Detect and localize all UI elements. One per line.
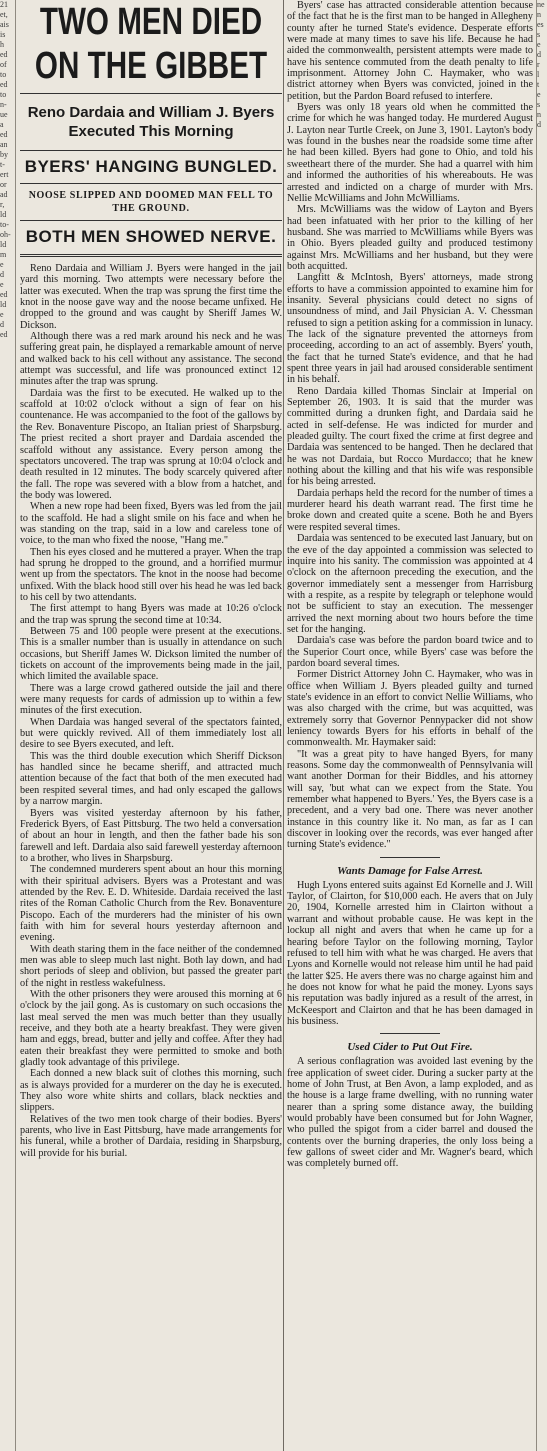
cider-fire-body — [287, 1056, 533, 1169]
margin-fragment: ed — [0, 290, 8, 299]
paragraph: When Dardaia was hanged several of the spectators fainted, but were quickly revived. All of them immediately lost all desire to see Byers executed, and left. — [20, 716, 282, 751]
paragraph: Relatives of the two men took charge of their bodies. Byers' parents, who live in East Pittsburg, have made arrangements for his funeral, while a brother of Dardaia, residing in Sharpsburg, will provide for his burial. — [20, 1113, 282, 1159]
paragraph: Reno Dardaia killed Thomas Sinclair at Imperial on September 26, 1903. It is said that the murder was committed during a drunken fight, and Dardaia said he acted in self-defense. He was indicted for murder and pleaded guilty. The court fixed the crime at first degree and Dardaia was sentenced to be hanged. Then he declared that he was not Dardaia, but Rocco Murdacco; that he knew nothing about the killing and that his wife was responsible for his being arrested. — [287, 385, 533, 488]
margin-fragment: ld — [0, 240, 7, 249]
margin-fragment: or — [0, 180, 7, 189]
right-column — [287, 0, 533, 1451]
headline-line-1: TWO MEN DIED — [39, 1, 263, 43]
margin-fragment: of — [0, 60, 7, 69]
deck-names: Reno Dardaia and William J. Byers Executed This Morning — [27, 104, 275, 140]
margin-fragment: a — [0, 120, 4, 129]
deck-noose-slipped: NOOSE SLIPPED AND DOOMED MAN FELL TO THE GROUND. — [28, 190, 274, 214]
deck-showed-nerve: BOTH MEN SHOWED NERVE. — [25, 227, 277, 246]
margin-fragment: to — [0, 70, 7, 79]
paragraph: Reno Dardaia and William J. Byers were hanged in the jail yard this morning. Two attempts were necessary before the latter was executed. When the trap was sprung the first time the knot in the noose gave way and the noose became unfixed. He dropped to the ground and was caught by Sheriff James W. Dickson. — [20, 263, 282, 331]
paragraph: There was a large crowd gathered outside the jail and there were many requests for cards of admission up to within a few minutes of the first execution. — [20, 682, 282, 717]
margin-fragment: ld — [0, 300, 7, 309]
margin-fragment: is — [0, 30, 6, 39]
margin-fragment: ue — [0, 110, 8, 119]
left-column — [20, 0, 282, 1451]
right-margin-clipped-column — [536, 0, 547, 1451]
paragraph: With death staring them in the face neither of the condemned men was able to sleep much last night. Both lay down, and had short periods of sleep and oblivion, but passed the greater part of the night in restless wakefulness. — [20, 943, 282, 989]
margin-fragment: 21 — [0, 0, 8, 9]
section-heading-false-arrest: Wants Damage for False Arrest. — [337, 864, 483, 877]
divider — [20, 254, 282, 257]
paragraph: Each donned a new black suit of clothes this morning, such as is always provided for a murderer on the day he is executed. They also wore white shirts and collars, black neckties and slippers. — [20, 1068, 282, 1114]
margin-fragment: e — [0, 280, 4, 289]
paragraph: Dardaia was sentenced to be executed last January, but on the eve of the day appointed a commission was selected to inquire into his sanity. The commission was appointed at 4 o'clock on the afternoon preceding the execution, and the governor immediately sent a messenger from Harrisburg with a respite, as a respite by telegraph or telephone would not be sufficient to stay an execution. The messenger arrived the next morning about two hours before the time set for the hanging. — [287, 533, 533, 635]
margin-fragment: by — [0, 150, 8, 159]
paragraph: Former District Attorney John C. Haymaker, who was in office when William J. Byers pleaded guilty and turned state's evidence in an effort to convict Nellie Williams, who was also charged with the crime, but was acquitted, was extremely sorry that Governor Pennypacker did not show leniency towards Byers for his efforts in behalf of the commonwealth. Mr. Haymaker said: — [287, 669, 533, 749]
margin-fragment: l — [537, 70, 540, 79]
margin-fragment: to — [0, 90, 7, 99]
margin-fragment: n — [537, 110, 541, 119]
margin-fragment: e — [0, 260, 4, 269]
margin-fragment: an — [0, 140, 8, 149]
divider — [20, 220, 282, 221]
margin-fragment: ad — [0, 190, 8, 199]
paragraph: The condemned murderers spent about an hour this morning with their spiritual advisers. Byers was a Protestant and was attended by the Rev. E. D. Whiteside. Dardaia received the last rites of the Roman Catholic Church from the Rev. Bonaventure Piscopo. Each of the murderers had the minister of his own faith with him for several hours yesterday afternoon and evening. — [20, 864, 282, 944]
paragraph: Dardaia was the first to be executed. He walked up to the scaffold at 10:02 o'clock without a sign of fear on his countenance. He was accompanied to the foot of the gallows by the Rev. Bonaventure Piscopo, an Italian priest of Sharpsburg. The priest recited a short prayer and Dardaia ascended the scaffold without any assistance. Every person among the spectators uncovered. The trap was sprung at 10:04 o'clock and death resulted in 12 minutes. The body scarcely quivered after the fall. The rope was severed with a blow from a hatchet, and the body was lowered. — [20, 387, 282, 501]
paragraph: A serious conflagration was avoided last evening by the free application of sweet cider. During a sucker party at the home of John Trust, at Ben Avon, a lamp exploded, and as the house is a large frame dwelling, with no running water nearer than a spring some distance away, the building would probably have been consumed but for John Wagner, who pulled the spigot from a cider barrel and doused the contents over the burning draperies, the only loss being a few gallons of sweet cider and Mr. Wagner's beard, which was completely burned off. — [287, 1056, 533, 1170]
divider — [20, 150, 282, 151]
headline-line-2: ON THE GIBBET — [34, 45, 268, 87]
paragraph: Mrs. McWilliams was the widow of Layton and Byers had been infatuated with her prior to the killing of her husband. She was married to McWilliams while Byers was in Ohio. Byers pleaded guilty and produced testimony against Mrs. McWilliams and her husband, but they were both acquitted. — [287, 204, 533, 272]
paragraph: When a new rope had been fixed, Byers was led from the jail to the scaffold. He had a slight smile on his face and when he was standing on the trap, said in a low and careless tone of voice, to the man who fixed the noose, "Hang me." — [20, 501, 282, 547]
false-arrest-body — [287, 880, 533, 1027]
margin-fragment: et, — [0, 10, 8, 19]
margin-fragment: r, — [0, 200, 5, 209]
divider — [380, 857, 440, 858]
margin-fragment: d — [537, 120, 541, 129]
divider — [20, 93, 282, 94]
article-body-left — [20, 263, 282, 1159]
divider — [380, 1033, 440, 1034]
paragraph: This was the third double execution which Sheriff Dickson has handled since he became sheriff, and attracted much attention because of the fact that both of the men executed had been respited several times, and had only escaped the gallows by a narrow margin. — [20, 750, 282, 808]
margin-fragment: to- — [0, 220, 9, 229]
margin-fragment: e — [537, 90, 541, 99]
margin-fragment: es — [537, 20, 544, 29]
margin-fragment: d — [537, 50, 541, 59]
margin-fragment: n- — [0, 100, 7, 109]
margin-fragment: h — [0, 40, 4, 49]
margin-fragment: oh- — [0, 230, 11, 239]
margin-fragment: ed — [0, 330, 8, 339]
margin-fragment: e — [537, 40, 541, 49]
paragraph: Then his eyes closed and he muttered a prayer. When the trap had sprung he dropped to the ground, and a horrified murmur went up from the spectators. The knot in the noose had become unfixed. With the black hood still over his head he was led back to his cell by two attendants. — [20, 546, 282, 603]
divider — [20, 183, 282, 184]
margin-fragment: m — [0, 250, 7, 259]
section-heading-cider-fire: Used Cider to Put Out Fire. — [347, 1041, 473, 1054]
deck-hanging-bungled: BYERS' HANGING BUNGLED. — [24, 157, 278, 176]
margin-fragment: ert — [0, 170, 9, 179]
paragraph: "It was a great pity to have hanged Byers, for many reasons. Some day the commonwealth of Pennsylvania will want another Dorman for their Biddles, and his attorney will say, 'but what can we expect from the State. You remember what happened to Byers.' Yes, the Byers case is a precedent, and a very bad one. There was never another instance in this country like it. No man, as far as I can discover in looking over the records, was ever hanged after turning State's evidence." — [287, 748, 533, 851]
left-margin-clipped-column — [0, 0, 16, 1451]
paragraph: Byers was visited yesterday afternoon by his father, Frederick Byers, of East Pittsburg. The two held a conversation of about an hour in length, and then the father bade his son farewell and left. Dardaia also said farewell yesterday afternoon to a brother, who lives in Sharpsburg. — [20, 807, 282, 864]
margin-fragment: ais — [0, 20, 9, 29]
paragraph: Between 75 and 100 people were present at the executions. This is a smaller number than is usually in attendance on such occasions, but Sheriff James W. Dickson limited the number of tickets on account of the improvements being made in the jail, which limited the available space. — [20, 626, 282, 683]
margin-fragment: d — [0, 320, 4, 329]
paragraph: With the other prisoners they were aroused this morning at 6 o'clock by the jail gong. As is customary on such occasions the last meal served the men was much better than they usually receive, and they both ate a hearty breakfast. They were given ham and eggs, bread, butter and jelly and coffee. After they had eaten their breakfast they were permitted to smoke and both gladly took advantage of this privilege. — [20, 989, 282, 1069]
paragraph: Byers' case has attracted considerable attention because of the fact that he is the first man to be hanged in Allegheny county after he turned State's evidence. Desperate efforts were made at many times to save his life. Because he had aided the commonwealth, persistent attempts were made to have his sentence commuted from the death penalty to life imprisonment. Attorney John C. Haymaker, who was district attorney when Byers was convicted, joined in the petition, but the Pardon Board refused to interfere. — [287, 0, 533, 102]
margin-fragment: t- — [0, 160, 5, 169]
paragraph: Although there was a red mark around his neck and he was suffering great pain, he displayed a remarkable amount of nerve and walked back to his cell without any assistance. The second attempt was successful, and life was pronounced extinct 12 minutes after the trap was sprung. — [20, 331, 282, 388]
column-rule — [283, 0, 284, 1451]
margin-fragment: ld — [0, 210, 7, 219]
margin-fragment: n — [537, 10, 541, 19]
margin-fragment: ed — [0, 130, 8, 139]
margin-fragment: ne — [537, 0, 545, 9]
margin-fragment: s — [537, 30, 541, 39]
paragraph: Dardaia perhaps held the record for the number of times a murderer heard his death warrant read. The first time he broke down and created quite a scene. Both he and Byers were respited several times. — [287, 487, 533, 533]
margin-fragment: ed — [0, 80, 8, 89]
article-body-right — [287, 0, 533, 851]
margin-fragment: t — [537, 80, 540, 89]
margin-fragment: e — [0, 310, 4, 319]
margin-fragment: r — [537, 60, 540, 69]
margin-fragment: s — [537, 100, 541, 109]
paragraph: Dardaia's case was before the pardon board twice and to the Superior Court once, while Byers' case was before the pardon board several times. — [287, 635, 533, 669]
margin-fragment: ed — [0, 50, 8, 59]
paragraph: The first attempt to hang Byers was made at 10:26 o'clock and the trap was sprung the second time at 10:34. — [20, 603, 282, 626]
paragraph: Byers was only 18 years old when he committed the crime for which he was hanged today. He murdered August J. Layton near Turtle Creek, on June 3, 1901. Layton's body was found in the bushes near the roadside some time after he had been killed. Byers had gone to Ohio, and told his sweetheart there of the murder. She had a quarrel with him and informed the authorities of his whereabouts. He was arrested and indicted on a charge of murder with Mrs. Nellie McWilliams and John McWilliams. — [287, 102, 533, 204]
paragraph: Hugh Lyons entered suits against Ed Kornelle and J. Will Taylor, of Clairton, for $10,000 each. He avers that on July 20, 1904, Kornelle arrested him in Clairton without a warrant and without probable cause. He was kept in the lockup all night and avers that when he came up for a hearing before Taylor on the following morning, Taylor refused to tell him with what he was charged. He avers that Lyons and Kornelle would not release him until he had paid the latter $25. He avers there was no charge against him and he does not know for what he paid the money. Lyons says his reputation was badly injured as a result of the arrest, in McKeesport and Clairton and that he has been damaged in his business. — [287, 879, 533, 1027]
paragraph: Langfitt & McIntosh, Byers' attorneys, made strong efforts to have a commission appointed to examine him for insanity. Several physicians could detect no signs of unsoundness of mind, and Jail Physician A. V. Chessman refused to sign a petition asking for a commission in lunacy. The lack of the signature prevented the attorneys from proceeding, according to an act of assembly. Byers' youth, the fact that he turned State's evidence, and that he had spent three years in jail had aroused considerable sentiment in his behalf. — [287, 272, 533, 386]
margin-fragment: d — [0, 270, 4, 279]
